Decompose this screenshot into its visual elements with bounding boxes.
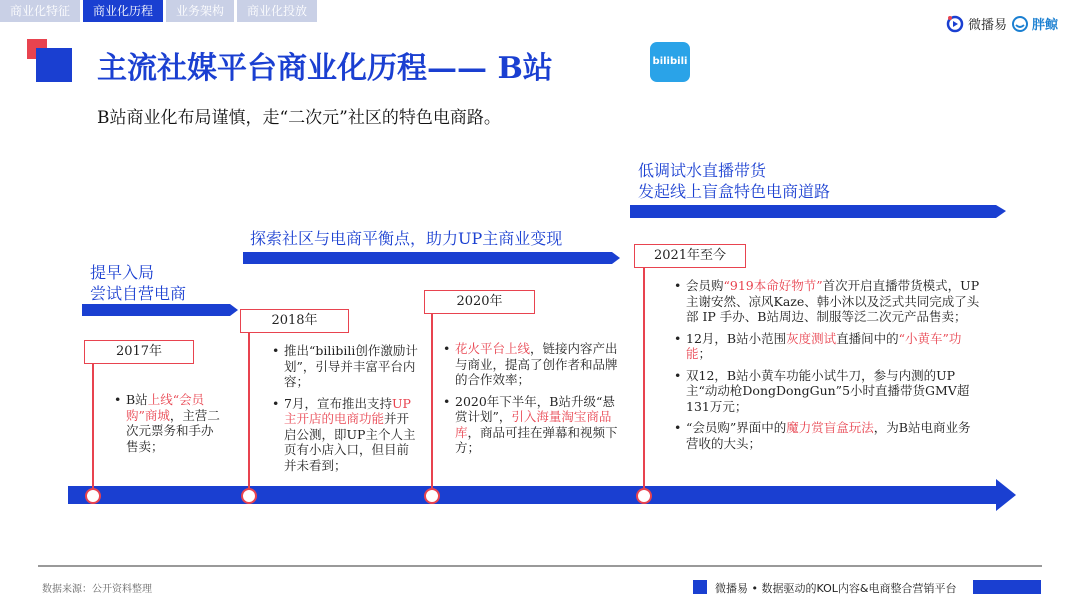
connector-2017 — [92, 362, 94, 488]
bullets-2018 — [270, 343, 420, 479]
timeline-dot-2017 — [85, 488, 101, 504]
tab-commercial-features[interactable]: 商业化特征 — [0, 0, 80, 22]
year-box-2018: 2018年 — [240, 309, 349, 333]
bullet-text: 推出“bilibili创作激励计划”，引导并丰富平台内容； — [284, 343, 418, 389]
bullet-item — [672, 368, 982, 415]
timeline-dot-2020 — [424, 488, 440, 504]
page-title: 主流社媒平台商业化历程—— B站 — [97, 51, 553, 86]
year-box-2021: 2021年至今 — [634, 244, 746, 268]
highlight-text: 引入海量淘宝商品库 — [455, 409, 612, 440]
bullet-text: “会员购”界面中的 — [686, 420, 787, 435]
bullet-item — [112, 392, 222, 454]
timeline-dot-2018 — [241, 488, 257, 504]
bullets-2017 — [112, 392, 222, 460]
bullets-2020 — [441, 341, 619, 462]
highlight-text: UP主开店的电商功能 — [284, 395, 411, 426]
connector-2020 — [431, 313, 433, 488]
data-source: 数据来源：公开资料整理 — [42, 584, 152, 595]
bullet-text: 会员购 — [686, 278, 724, 293]
bullet-text: 7月，宣布推出支持 — [284, 395, 392, 411]
bullet-text: ，主营二次元票务和手办售卖； — [126, 407, 220, 454]
tab-commercial-history[interactable]: 商业化历程 — [83, 0, 163, 22]
bullet-item — [672, 278, 982, 325]
timeline-arrow — [68, 479, 1016, 511]
footer-bar — [973, 580, 1041, 594]
page-subtitle: B站商业化布局谨慎，走“二次元”社区的特色电商路。 — [97, 108, 501, 128]
bilibili-logo: bilibili — [650, 42, 690, 82]
bullet-text: 并开启公测，即UP主个人主页有小店入口，但目前并未看到； — [284, 411, 416, 473]
phase-3-arrow — [630, 205, 1006, 218]
highlight-text: 灰度测试 — [786, 330, 837, 346]
phase-2-arrow — [243, 252, 620, 264]
tab-commercial-ads[interactable]: 商业化投放 — [237, 0, 317, 22]
timeline-dot-2021 — [636, 488, 652, 504]
bullet-text: ，商品可挂在弹幕和视频下方； — [455, 424, 618, 455]
year-box-2020: 2020年 — [424, 290, 535, 314]
bullet-text: 2020年下半年，B站升级“悬赏计划”， — [455, 393, 615, 424]
footer-square — [693, 580, 707, 594]
phase-1-line-2: 尝试自营电商 — [90, 284, 187, 303]
bullet-text: 首次开启直播带货模式，UP主谢安然、凉风Kaze、韩小沐以及泛式共同完成了头部 IP 手办、B站周边、制服等泛二次元产品售卖； — [686, 278, 980, 324]
bullet-item — [672, 420, 982, 451]
phase-3-line-1: 低调试水直播带货 — [638, 161, 767, 180]
footer-tagline: 微播易 • 数据驱动的KOL内容&电商整合营销平台 — [715, 582, 957, 595]
highlight-text: 花火平台上线 — [455, 341, 531, 356]
tab-business-structure[interactable]: 业务架构 — [166, 0, 234, 22]
year-box-2017: 2017年 — [84, 340, 194, 364]
highlight-text: “小黄车”功能 — [686, 330, 962, 361]
bullet-text: 直播间中的 — [836, 330, 899, 346]
bullet-item — [672, 331, 982, 362]
connector-2018 — [248, 332, 250, 488]
highlight-text: “919本命好物节” — [723, 278, 823, 293]
bullet-text: ，为B站电商业务营收的大头； — [686, 420, 971, 451]
bullet-item — [441, 394, 619, 456]
phase-1-arrow — [82, 304, 238, 316]
weishuyi-logo-text: 微播易 — [968, 18, 1008, 33]
connector-2021 — [643, 268, 645, 488]
bullet-text: B站 — [126, 392, 148, 407]
phase-1-line-1: 提早入局 — [90, 263, 155, 282]
bullet-text: 12月，B站小范围 — [686, 330, 787, 346]
phase-3-line-2: 发起线上盲盒特色电商道路 — [638, 182, 831, 201]
phase-2-line-1: 探索社区与电商平衡点，助力UP主商业变现 — [250, 229, 563, 248]
bullet-text: ，链接内容产出与商业，提高了创作者和品牌的合作效率； — [455, 341, 618, 387]
bullet-text: ； — [698, 346, 712, 361]
bullet-text: 双12，B站小黄车功能小试牛刀，参与内测的UP主“动动枪DongDongGun”5小时直播带货GMV超131万元； — [686, 367, 970, 414]
bullet-item — [441, 341, 619, 388]
bullets-2021 — [672, 278, 982, 457]
partner-logo-text: 胖鲸 — [1032, 18, 1059, 33]
highlight-text: 上线“会员购”商城 — [126, 392, 205, 423]
bullet-item — [270, 396, 420, 474]
bullet-item — [270, 343, 420, 390]
highlight-text: 魔力赏盲盒玩法 — [786, 420, 874, 435]
